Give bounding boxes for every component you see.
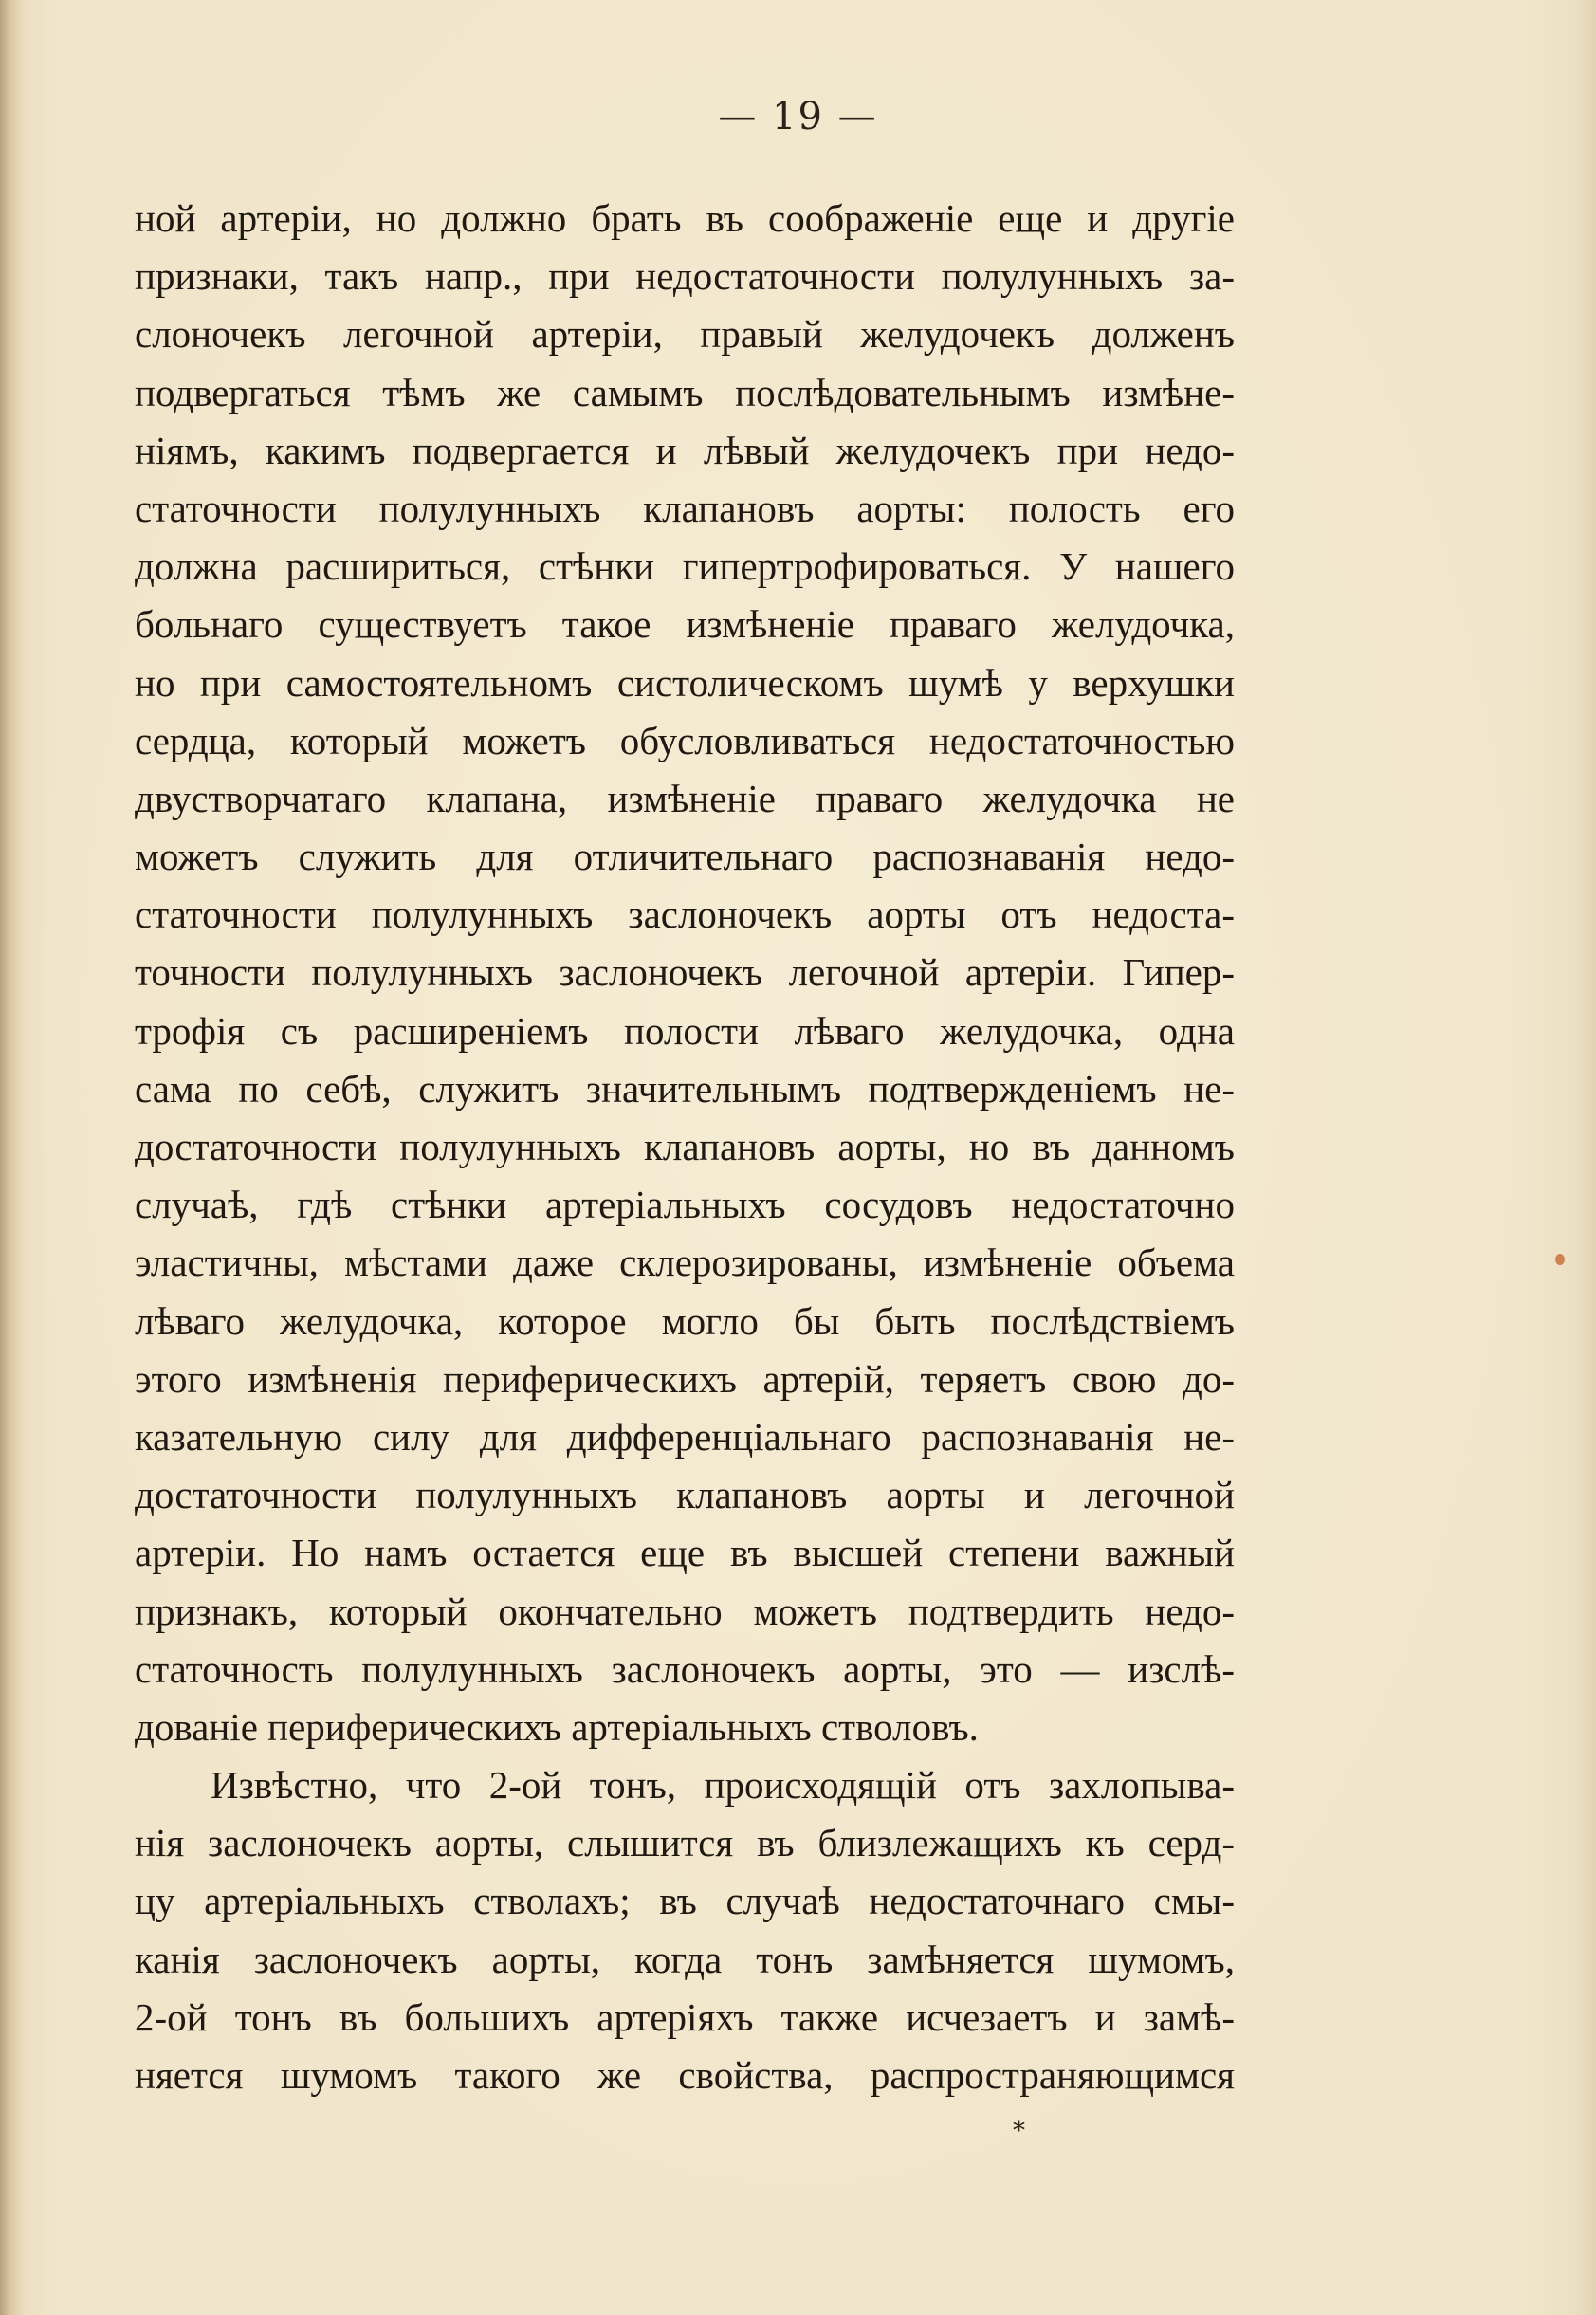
signature-mark: * [1013,2117,1025,2145]
page-number: — 19 — [718,95,878,138]
text-line: ніямъ, какимъ подвергается и лѣвый желудочекъ при недо- [135,428,1235,472]
text-line: слоночекъ легочной артеріи, правый желудочекъ долженъ [135,312,1235,357]
text-line: 2-ой тонъ въ большихъ артеріяхъ также исчезаетъ и замѣ- [135,1994,1235,2039]
paragraph-end-line: дованіе периферическихъ артеріальныхъ стволовъ. [135,1704,979,1749]
text-line: больнаго существуетъ такое измѣненіе праваго желудочка, [135,602,1235,647]
text-line: канія заслоночекъ аорты, когда тонъ замѣняется шумомъ, [135,1937,1235,1981]
text-line: статочности полулунныхъ заслоночекъ аорты отъ недоста- [135,892,1235,937]
text-line: цу артеріальныхъ стволахъ; въ случаѣ недостаточнаго смы- [135,1879,1235,1923]
text-line: точности полулунныхъ заслоночекъ легочной артеріи. Гипер- [135,950,1235,995]
text-line: должна расшириться, стѣнки гипертрофироваться. У нашего [135,544,1235,589]
text-line: эластичны, мѣстами даже склерозированы, измѣненіе объема [135,1240,1235,1285]
text-line: достаточности полулунныхъ клапановъ аорты, но въ данномъ [135,1125,1235,1168]
text-line: трофія съ расширеніемъ полости лѣваго желудочка, одна [135,1008,1235,1053]
text-line: сердца, который можетъ обусловливаться недостаточностью [135,718,1235,762]
text-line: статочность полулунныхъ заслоночекъ аорты, это — изслѣ- [135,1646,1235,1691]
text-line: артеріи. Но намъ остается еще въ высшей степени важный [135,1531,1235,1575]
text-line: няется шумомъ такого же свойства, распространяющимся [135,2053,1235,2097]
text-line: достаточности полулунныхъ клапановъ аорты и легочной [135,1473,1235,1517]
text-line: но при самостоятельномъ систолическомъ шумѣ у верхушки [135,660,1235,705]
body-text [135,190,1235,2104]
text-line: признаки, такъ напр., при недостаточности полулунныхъ за- [135,254,1235,299]
paragraph-start-line: Извѣстно, что 2-ой тонъ, происходящій отъ захлопыва- [211,1763,1235,1808]
paper-speck [1555,1254,1565,1265]
text-line: сама по себѣ, служитъ значительнымъ подтвержденіемъ не- [135,1066,1235,1111]
text-line: статочности полулунныхъ клапановъ аорты: полость его [135,486,1235,530]
text-line: этого измѣненія периферическихъ артерій, теряетъ свою до- [135,1356,1235,1401]
text-line: лѣваго желудочка, которое могло бы быть послѣдствіемъ [135,1298,1235,1343]
text-line: признакъ, который окончательно можетъ подтвердить недо- [135,1589,1235,1633]
text-line: ной артеріи, но должно брать въ соображеніе еще и другіе [135,196,1235,240]
text-line: подвергаться тѣмъ же самымъ послѣдовательнымъ измѣне- [135,370,1235,414]
text-line: казательную силу для дифференціальнаго распознаванія не- [135,1414,1235,1459]
text-line: можетъ служить для отличительнаго распознаванія недо- [135,835,1235,879]
text-line: двустворчатаго клапана, измѣненіе праваго желудочка не [135,776,1235,820]
text-line: нія заслоночекъ аорты, слышится въ близлежащихъ къ серд- [135,1821,1235,1865]
text-line: случаѣ, гдѣ стѣнки артеріальныхъ сосудовъ недостаточно [135,1183,1235,1227]
